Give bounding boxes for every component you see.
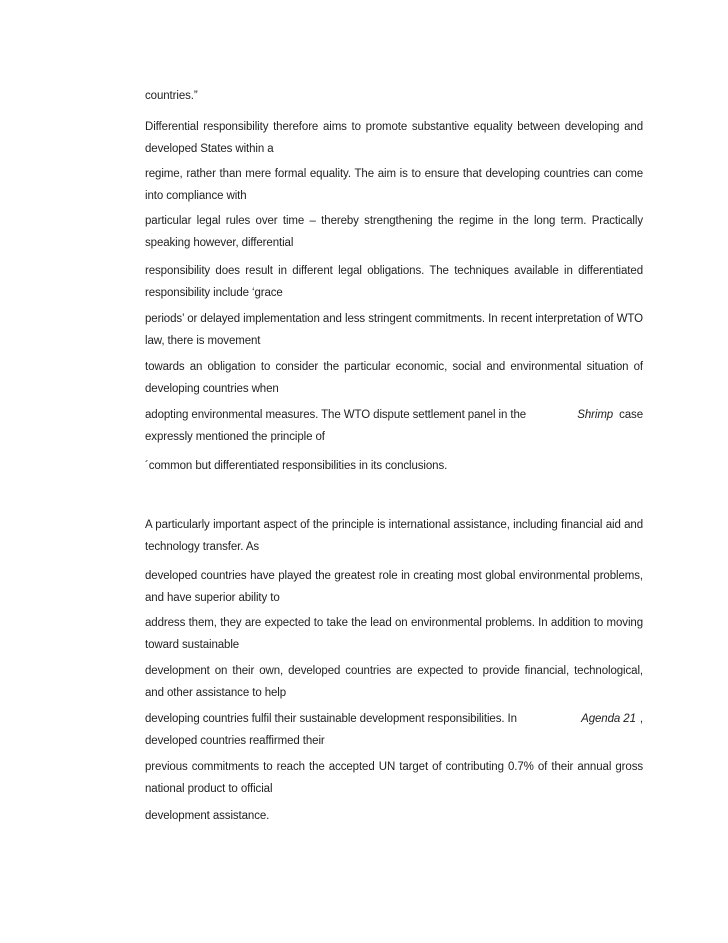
paragraph-14-tail: [581, 708, 643, 730]
paragraph-8-line-1: [145, 404, 643, 426]
paragraph-2: Differential responsibility therefore aims to promote substantive equality between developing and developed States within a: [145, 121, 643, 155]
paragraph-15: previous commitments to reach the accepted UN target of contributing 0.7% of their annual gross national product to official: [145, 761, 643, 795]
paragraph-5: responsibility does result in different legal obligations. The techniques available in differentiated responsibility include ‘grace: [145, 265, 643, 299]
paragraph-14: [145, 708, 643, 752]
paragraph-7: towards an obligation to consider the particular economic, social and environmental situation of developing countries when: [145, 361, 643, 395]
case-name-shrimp: Shrimp: [577, 409, 614, 421]
paragraph-8: [145, 404, 643, 448]
paragraph-14-line-2: developed countries reaffirmed their: [145, 735, 325, 747]
paragraph-8-text: adopting environmental measures. The WTO dispute settlement panel in the: [145, 409, 527, 421]
paragraph-9: ´common but differentiated responsibilities in its conclusions.: [145, 460, 448, 472]
paragraph-4: particular legal rules over time – thereby strengthening the regime in the long term. Practically speaking however, differential: [145, 215, 643, 249]
paragraph-14-text: developing countries fulfil their sustainable development responsibilities. In: [145, 713, 517, 725]
paragraph-14-after: ,: [639, 713, 643, 725]
paragraph-10: A particularly important aspect of the principle is international assistance, including financial aid and technology transfer. As: [145, 519, 643, 553]
paragraph-8-tail: [577, 404, 643, 426]
paragraph-3: regime, rather than mere formal equality. The aim is to ensure that developing countries can come into compliance with: [145, 168, 643, 202]
paragraph-1: countries.”: [145, 90, 198, 102]
paragraph-8-line-2: expressly mentioned the principle of: [145, 431, 325, 443]
paragraph-6: periods’ or delayed implementation and less stringent commitments. In recent interpretation of WTO law, there is movement: [145, 313, 643, 347]
paragraph-13: development on their own, developed countries are expected to provide financial, technological, and other assistance to help: [145, 665, 643, 699]
document-title-agenda-21: Agenda 21: [581, 713, 636, 725]
paragraph-16: development assistance.: [145, 810, 270, 822]
paragraph-12: address them, they are expected to take the lead on environmental problems. In addition to moving toward sustainable: [145, 617, 643, 651]
paragraph-11: developed countries have played the greatest role in creating most global environmental problems, and have superior ability to: [145, 570, 643, 604]
paragraph-14-line-1: [145, 708, 643, 730]
paragraph-8-after: case: [619, 409, 643, 421]
